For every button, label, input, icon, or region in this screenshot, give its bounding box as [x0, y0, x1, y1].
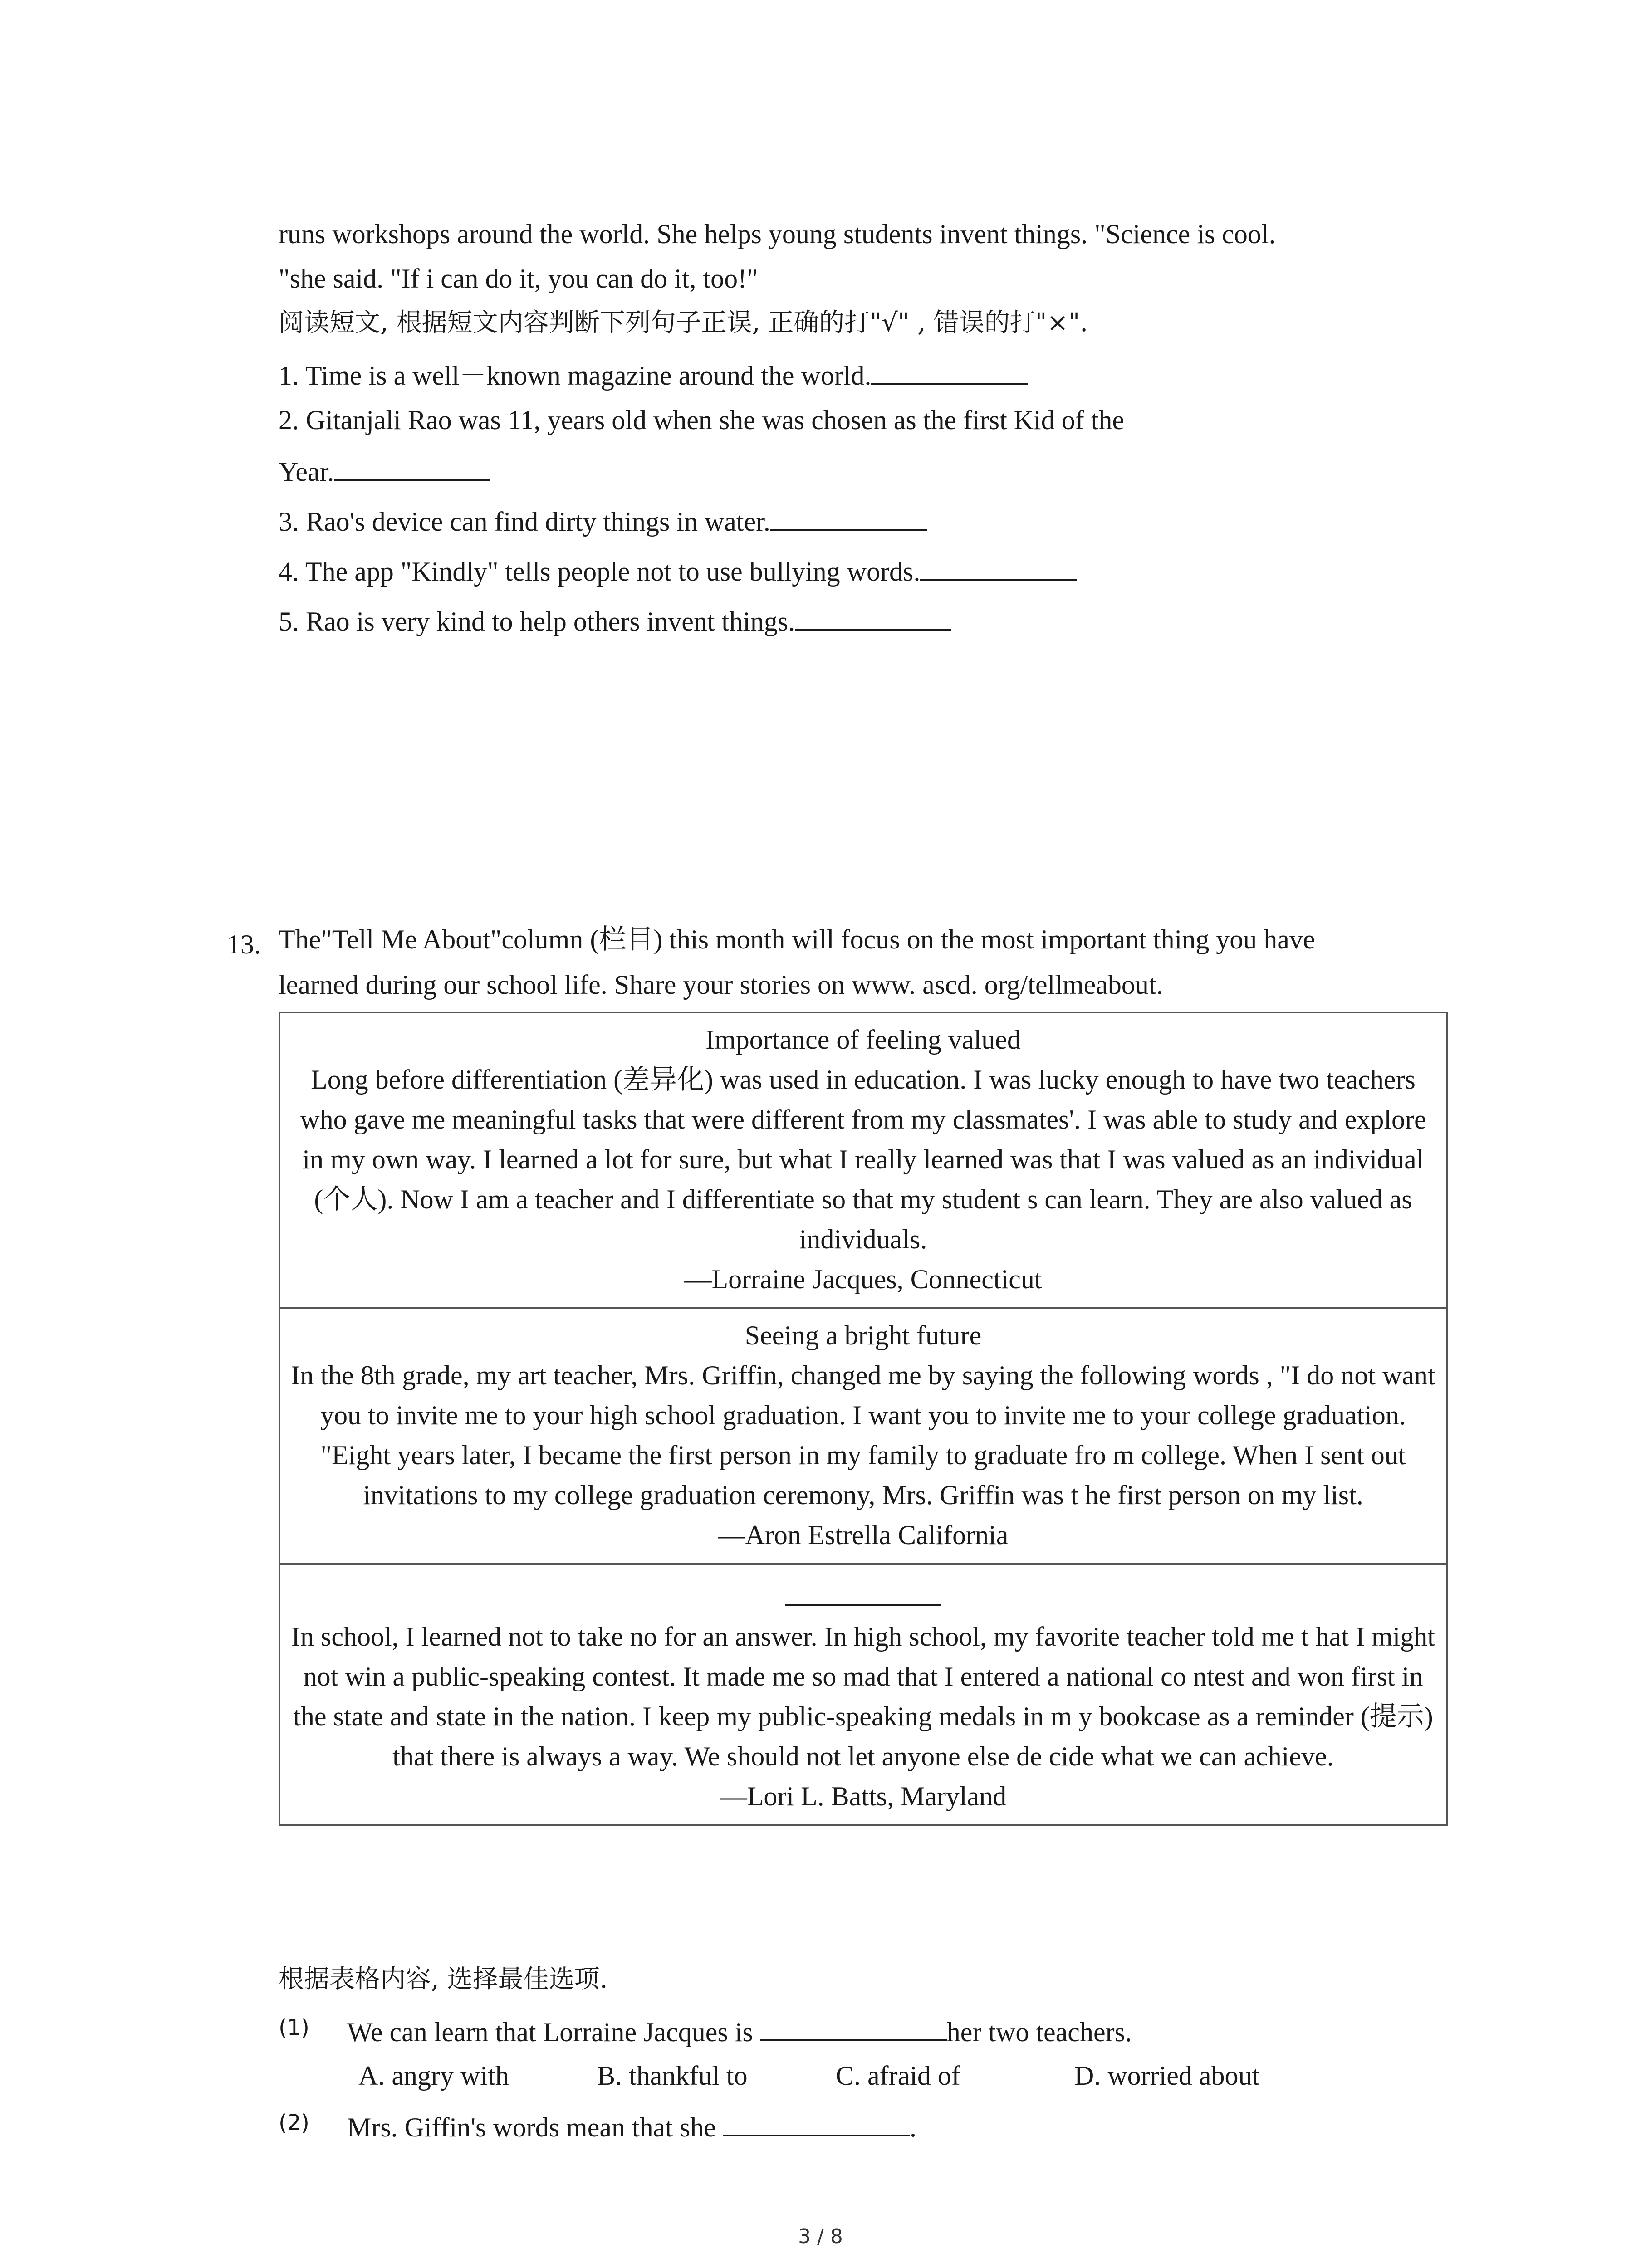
option-d[interactable]: D. worried about	[1074, 2061, 1260, 2091]
story-author: —Aron Estrella California	[718, 1520, 1009, 1550]
story-cell	[279, 1012, 1447, 1308]
sub-question-number: (2)	[279, 2110, 309, 2136]
stories-table	[279, 1012, 1448, 1826]
tf-item-2-cont: Year.	[279, 454, 490, 488]
story-cell	[279, 1564, 1447, 1825]
story-row	[279, 1308, 1447, 1564]
passage-line-2: "she said. "If i can do it, you can do it, too!"	[279, 264, 758, 293]
story-author: —Lorraine Jacques, Connecticut	[684, 1264, 1042, 1294]
answer-blank[interactable]	[920, 553, 1077, 581]
answer-blank[interactable]	[334, 454, 490, 481]
story-author: —Lori L. Batts, Maryland	[720, 1781, 1007, 1811]
sub-question-2-stem: Mrs. Giffin's words mean that she .	[347, 2109, 916, 2144]
option-b[interactable]: B. thankful to	[597, 2061, 748, 2091]
story-body: Long before differentiation (差异化) was used in education. I was lucky enough to have two teachers who gave me meaningful tasks that were different from my classmates'. I was able to study and explore in my own way. I learned a lot for sure, but what I really learned was that I was valued as an individual (个人). Now I am a teacher and I differentiate so that my student s can learn. They are also valued as individuals.	[300, 1065, 1426, 1254]
tf-item-5: 5. Rao is very kind to help others invent things.	[279, 603, 951, 638]
tf-item-1: 1. Time is a well－known magazine around the world.	[279, 357, 1028, 392]
story-title-blank[interactable]	[289, 1571, 1437, 1617]
tf-item-3: 3. Rao's device can find dirty things in water.	[279, 503, 927, 538]
answer-blank[interactable]	[871, 357, 1028, 385]
tf-item-2: 2. Gitanjali Rao was 11, years old when she was chosen as the first Kid of the	[279, 405, 1125, 435]
choice-instruction: 根据表格内容, 选择最佳选项.	[279, 1965, 608, 1994]
answer-blank[interactable]	[760, 2014, 947, 2041]
passage-line-1: runs workshops around the world. She helps young students invent things. "Science is cool.	[279, 219, 1276, 249]
option-a[interactable]: A. angry with	[358, 2061, 509, 2091]
answer-blank[interactable]	[723, 2109, 910, 2136]
answer-blank[interactable]	[795, 603, 951, 631]
tf-instruction: 阅读短文, 根据短文内容判断下列句子正误, 正确的打"√" , 错误的打"×".	[279, 308, 1088, 337]
story-body: In the 8th grade, my art teacher, Mrs. Griffin, changed me by saying the following words , "I do not want you to invite me to your high school graduation. I want you to invite me to your college graduation. "Eight years later, I became the first person in my family to graduate fro m college. When I sent out invitations to my college graduation ceremony, Mrs. Griffin was t he first person on my list.	[291, 1360, 1435, 1510]
answer-blank[interactable]	[770, 503, 927, 531]
story-row	[279, 1012, 1447, 1308]
option-c[interactable]: C. afraid of	[836, 2061, 960, 2091]
sub-question-1-stem: We can learn that Lorraine Jacques is her two teachers.	[347, 2014, 1132, 2048]
page-number: 3 / 8	[798, 2225, 843, 2248]
question-number: 13.	[227, 929, 261, 959]
q13-intro-line-2: learned during our school life. Share your stories on www. ascd. org/tellmeabout.	[279, 970, 1163, 1000]
sub-question-number: (1)	[279, 2015, 309, 2040]
tf-item-4: 4. The app "Kindly" tells people not to use bullying words.	[279, 553, 1077, 588]
q13-intro-line-1: The"Tell Me About"column (栏目) this month will focus on the most important thing you have	[279, 924, 1315, 954]
title-answer-blank[interactable]	[785, 1571, 941, 1606]
story-body: In school, I learned not to take no for an answer. In high school, my favorite teacher told me t hat I might not win a public-speaking contest. It made me so mad that I entered a national co ntest and won first in the state and state in the nation. I keep my public-speaking medals in m y bookcase as a reminder (提示) that there is always a way. We should not let anyone else de cide what we can achieve.	[291, 1622, 1435, 1771]
story-title: Seeing a bright future	[745, 1320, 982, 1350]
story-cell	[279, 1308, 1447, 1564]
story-title: Importance of feeling valued	[705, 1025, 1021, 1055]
story-row	[279, 1564, 1447, 1825]
